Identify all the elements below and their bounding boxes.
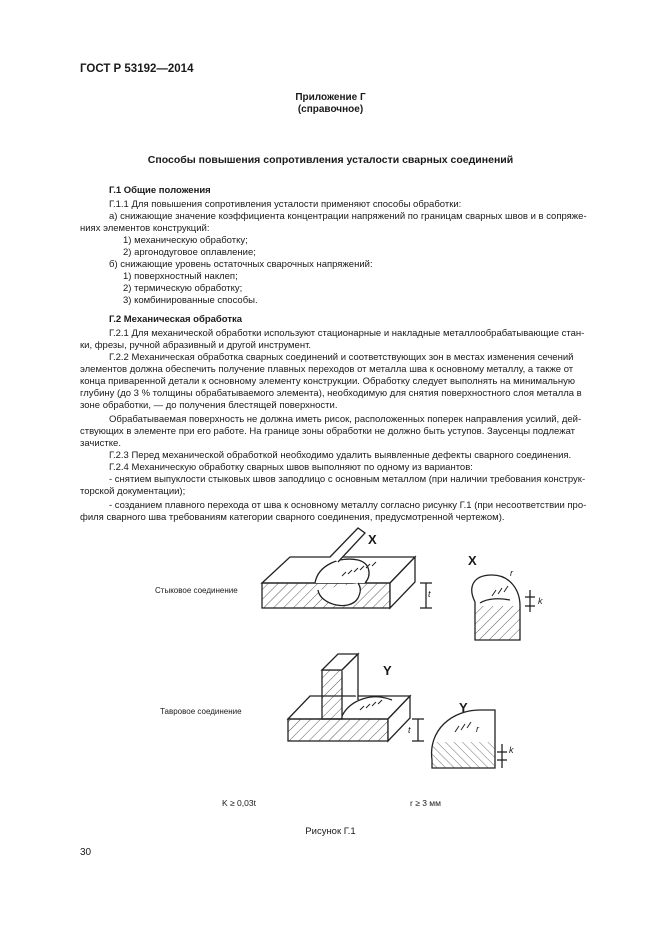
- detail-x-marker: X: [368, 532, 377, 547]
- list-item: 2) термическую обработку;: [123, 283, 243, 294]
- butt-joint-label: Стыковое соединение: [155, 586, 238, 595]
- formula-k: K ≥ 0,03t: [222, 798, 256, 808]
- paragraph-line: Г.2.4 Механическую обработку сварных швов выполняют по одному из вариантов:: [109, 462, 473, 473]
- appendix-title: Приложение Г: [295, 92, 366, 103]
- document-header: ГОСТ Р 53192—2014: [80, 63, 194, 75]
- paragraph-line: Г.2.3 Перед механической обработкой необходимо удалить выявленные дефекты сварного соединения.: [109, 450, 572, 461]
- dim-t-tee: t: [408, 725, 411, 735]
- detail-y-marker: Y: [383, 663, 392, 678]
- list-item: 3) комбинированные способы.: [123, 295, 258, 306]
- dim-r-butt: r: [510, 568, 513, 578]
- dim-r-tee: r: [476, 724, 479, 734]
- detail-y-label: Y: [459, 700, 468, 715]
- appendix-subtitle: (справочное): [297, 104, 364, 115]
- paragraph-line: конца приваренной детали к основному элементу конструкции. Обработку следует выполнять на минимальную: [80, 376, 575, 387]
- paragraph-line: филя сварного шва требованиям категории сварного соединения, предусмотренной чертежом).: [80, 512, 505, 523]
- paragraph-line: элементов должна обеспечить получение плавных переходов от металла шва к основному металлу, а также от: [80, 364, 574, 375]
- section-heading-machining: Г.2 Механическая обработка: [109, 314, 243, 325]
- dim-t-butt: t: [428, 589, 431, 599]
- paragraph-line: торской документации);: [80, 486, 186, 497]
- list-item: 1) поверхностный наклеп;: [123, 271, 238, 282]
- tee-joint-label: Тавровое соединение: [160, 707, 242, 716]
- butt-joint-drawing: [262, 528, 432, 608]
- document-title: Способы повышения сопротивления усталости сварных соединений: [147, 154, 514, 166]
- butt-joint-detail: [472, 575, 535, 640]
- paragraph-line: а) снижающие значение коэффициента концентрации напряжений по границам сварных швов и в сопряже-: [109, 211, 587, 222]
- paragraph-line: - созданием плавного перехода от шва к основному металлу согласно рисунку Г.1 (при несоответствии про-: [109, 500, 587, 511]
- paragraph-line: ниях элементов конструкций:: [80, 223, 210, 234]
- paragraph-line: Г.2.2 Механическая обработка сварных соединений и соответствующих зон в местах изменения сечений: [109, 352, 574, 363]
- paragraph-line: б) снижающие уровень остаточных сварочных напряжений:: [109, 259, 373, 270]
- paragraph-line: ствующих в элементе при его работе. На границе зоны обработки не должно быть уступов. Заусенцы подлежат: [80, 426, 575, 437]
- list-item: 1) механическую обработку;: [123, 235, 248, 246]
- section-heading-general: Г.1 Общие положения: [109, 185, 211, 196]
- paragraph-line: Г.1.1 Для повышения сопротивления усталости применяют способы обработки:: [109, 199, 462, 210]
- paragraph-line: глубину (до 3 % толщины обрабатываемого элемента), необходимую для снятия поверхностного слоя металла в: [80, 388, 582, 399]
- paragraph-line: - снятием выпуклости стыковых швов заподлицо с основным металлом (при наличии требования конструк-: [109, 474, 586, 485]
- dim-k-butt: k: [538, 596, 543, 606]
- tee-joint-detail: [432, 710, 507, 768]
- dim-k-tee: k: [509, 745, 514, 755]
- list-item: 2) аргонодуговое оплавление;: [123, 247, 256, 258]
- tee-joint-drawing: [288, 654, 424, 741]
- paragraph-line: ки, фрезы, ручной абразивный и другой инструмент.: [80, 340, 312, 351]
- paragraph-line: зачистке.: [80, 438, 121, 449]
- detail-x-label: X: [468, 553, 477, 568]
- figure-caption: Рисунок Г.1: [305, 826, 356, 837]
- page-number: 30: [80, 847, 92, 858]
- formula-r: r ≥ 3 мм: [410, 798, 441, 808]
- paragraph-line: зоне обработки, — до получения блестящей поверхности.: [80, 400, 338, 411]
- paragraph-line: Обрабатываемая поверхность не должна иметь рисок, расположенных поперек направления усилий, дей-: [109, 414, 582, 425]
- paragraph-line: Г.2.1 Для механической обработки используют стационарные и накладные металлообрабатывающие стан-: [109, 328, 585, 339]
